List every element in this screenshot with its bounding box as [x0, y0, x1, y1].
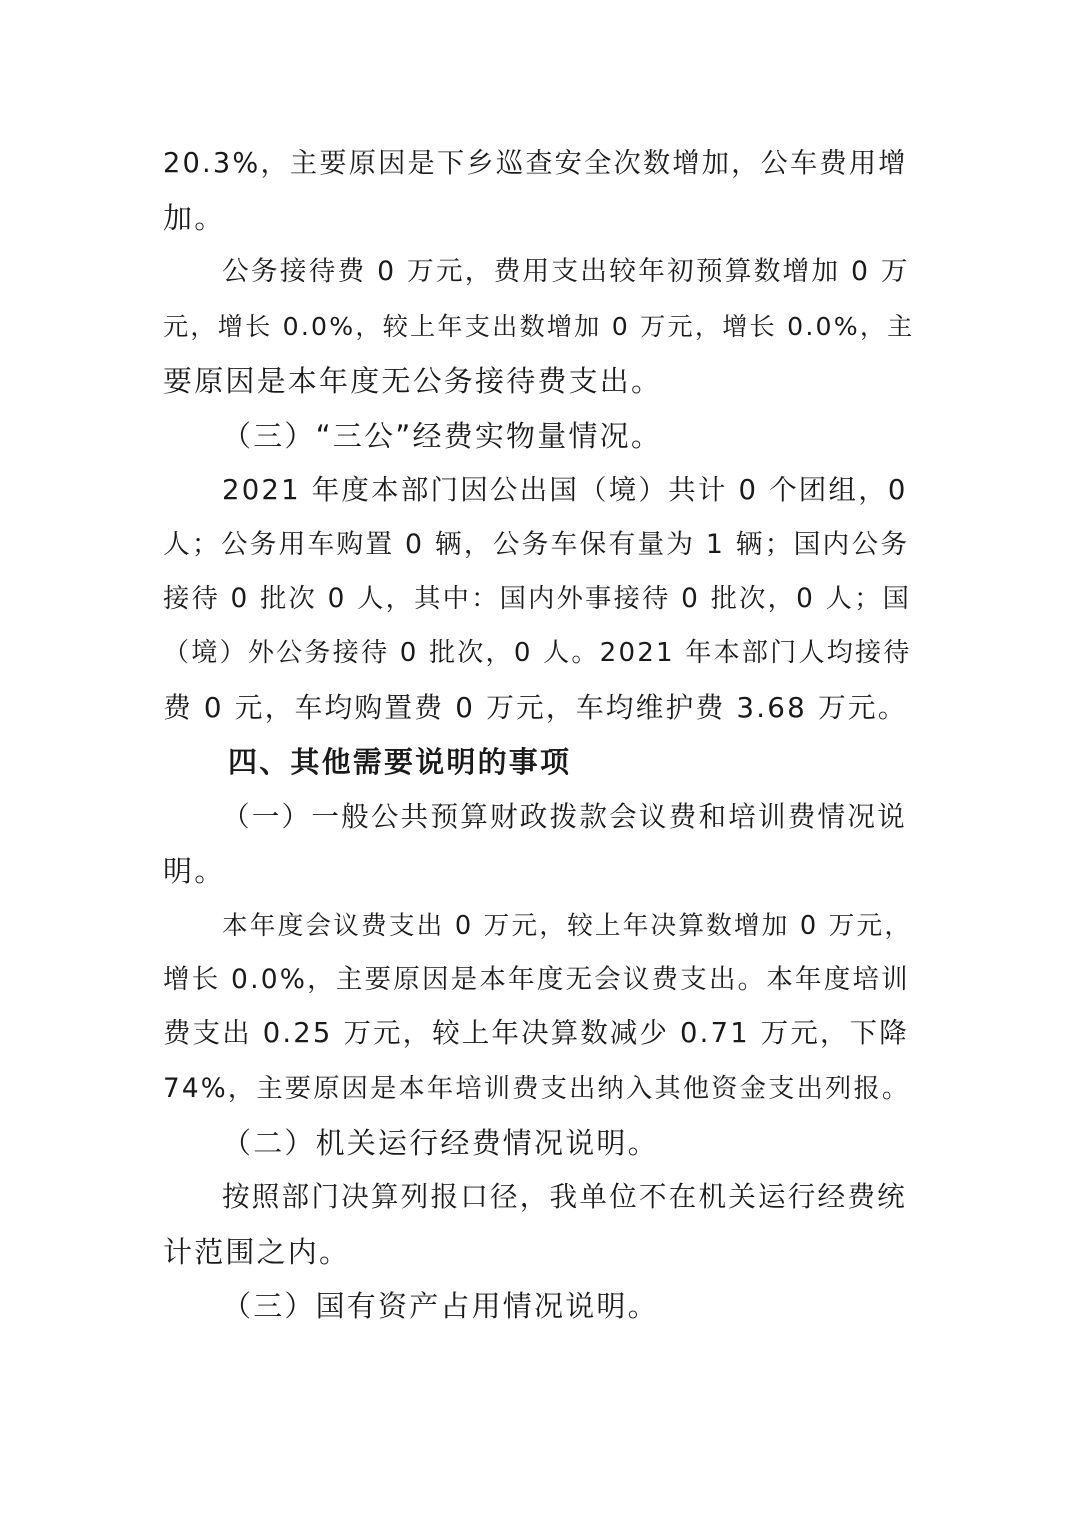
section-subheading: （二）机关运行经费情况说明。: [222, 1126, 659, 1160]
paragraph-line: （境）外公务接待 0 批次，0 人。2021 年本部门人均接待: [163, 638, 912, 668]
paragraph-line: 元，增长 0.0%，较上年支出数增加 0 万元，增长 0.0%，主: [163, 312, 915, 341]
section-subheading: （三）“三公”经费实物量情况。: [222, 419, 663, 453]
paragraph-line: 74%，主要原因是本年培训费支出纳入其他资金支出列报。: [163, 1074, 911, 1104]
paragraph-line: 加。: [163, 201, 226, 235]
paragraph-line: 本年度会议费支出 0 万元，较上年决算数增加 0 万元，: [222, 911, 913, 941]
paragraph-line: 增长 0.0%，主要原因是本年度无会议费支出。本年度培训: [163, 964, 910, 995]
section-subheading: （三）国有资产占用情况说明。: [222, 1289, 659, 1323]
paragraph-line: 公务接待费 0 万元，费用支出较年初预算数增加 0 万: [222, 256, 910, 287]
paragraph-line: 明。: [163, 854, 226, 888]
paragraph-line: 费支出 0.25 万元，较上年决算数减少 0.71 万元，下降: [163, 1018, 909, 1049]
paragraph-line: 人；公务用车购置 0 辆，公务车保有量为 1 辆；国内公务: [163, 529, 910, 560]
section-subheading: （一）一般公共预算财政拨款会议费和培训费情况说: [222, 800, 907, 833]
paragraph-line: 计范围之内。: [163, 1235, 351, 1269]
paragraph-line: 20.3%，主要原因是下乡巡查安全次数增加，公车费用增: [163, 148, 908, 179]
paragraph-line: 按照部门决算列报口径，我单位不在机关运行经费统: [222, 1180, 907, 1213]
paragraph-line: 接待 0 批次 0 人，其中：国内外事接待 0 批次，0 人；国: [163, 584, 912, 614]
paragraph-line: 费 0 元，车均购置费 0 万元，车均维护费 3.68 万元。: [163, 691, 908, 724]
paragraph-line: 2021 年度本部门因公出国（境）共计 0 个团组，0: [222, 474, 908, 506]
paragraph-line: 要原因是本年度无公务接待费支出。: [163, 364, 663, 398]
section-heading: 四、其他需要说明的事项: [228, 745, 572, 779]
